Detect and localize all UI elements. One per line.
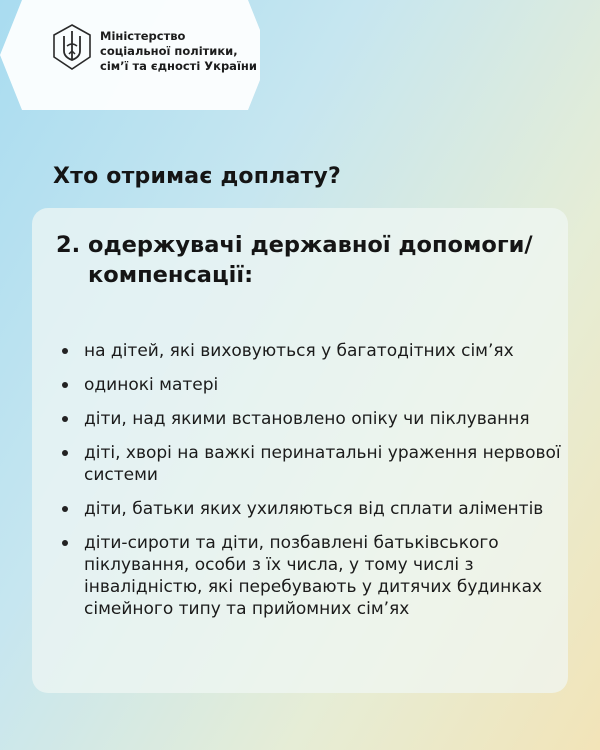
list-item [62, 442, 562, 486]
ministry-name-line-2: соціальної політики, [100, 44, 238, 58]
question-title: Хто отримає доплату? [53, 164, 341, 189]
list-item-text: діти, над якими встановлено опіку чи піклування [84, 409, 530, 429]
bullet-icon [62, 348, 68, 354]
ministry-name [100, 29, 257, 74]
heading-number: 2. [56, 232, 81, 258]
heading-text: одержувачі державної допомоги/ компенсації: [88, 232, 533, 288]
list-item [62, 532, 562, 620]
list-item-text: діти-сироти та діти, позбавлені батьківського піклування, особи з їх числа, у тому числі з інвалідністю, які перебувають у дитячих будинках сімейного типу та прийомних сім’ях [84, 533, 543, 619]
list-item-text: одинокі матері [84, 375, 219, 395]
ministry-name-line-3: сім’ї та єдності України [100, 59, 257, 73]
list-item [62, 340, 562, 362]
ministry-logo [50, 20, 270, 80]
bullet-icon [62, 506, 68, 512]
recipients-list [62, 340, 562, 632]
list-item [62, 408, 562, 430]
list-item [62, 374, 562, 396]
bullet-icon [62, 416, 68, 422]
trident-emblem-icon [52, 24, 92, 70]
ministry-name-line-1: Міністерство [100, 29, 186, 43]
list-item-text: діті, хворі на важкі перинатальні ураження нервової системи [84, 443, 561, 485]
bullet-icon [62, 382, 68, 388]
list-item [62, 498, 562, 520]
bullet-icon [62, 450, 68, 456]
list-item-text: на дітей, які виховуються у багатодітних сім’ях [84, 341, 514, 361]
list-item-text: діти, батьки яких ухиляються від сплати аліментів [84, 499, 544, 519]
bullet-icon [62, 540, 68, 546]
